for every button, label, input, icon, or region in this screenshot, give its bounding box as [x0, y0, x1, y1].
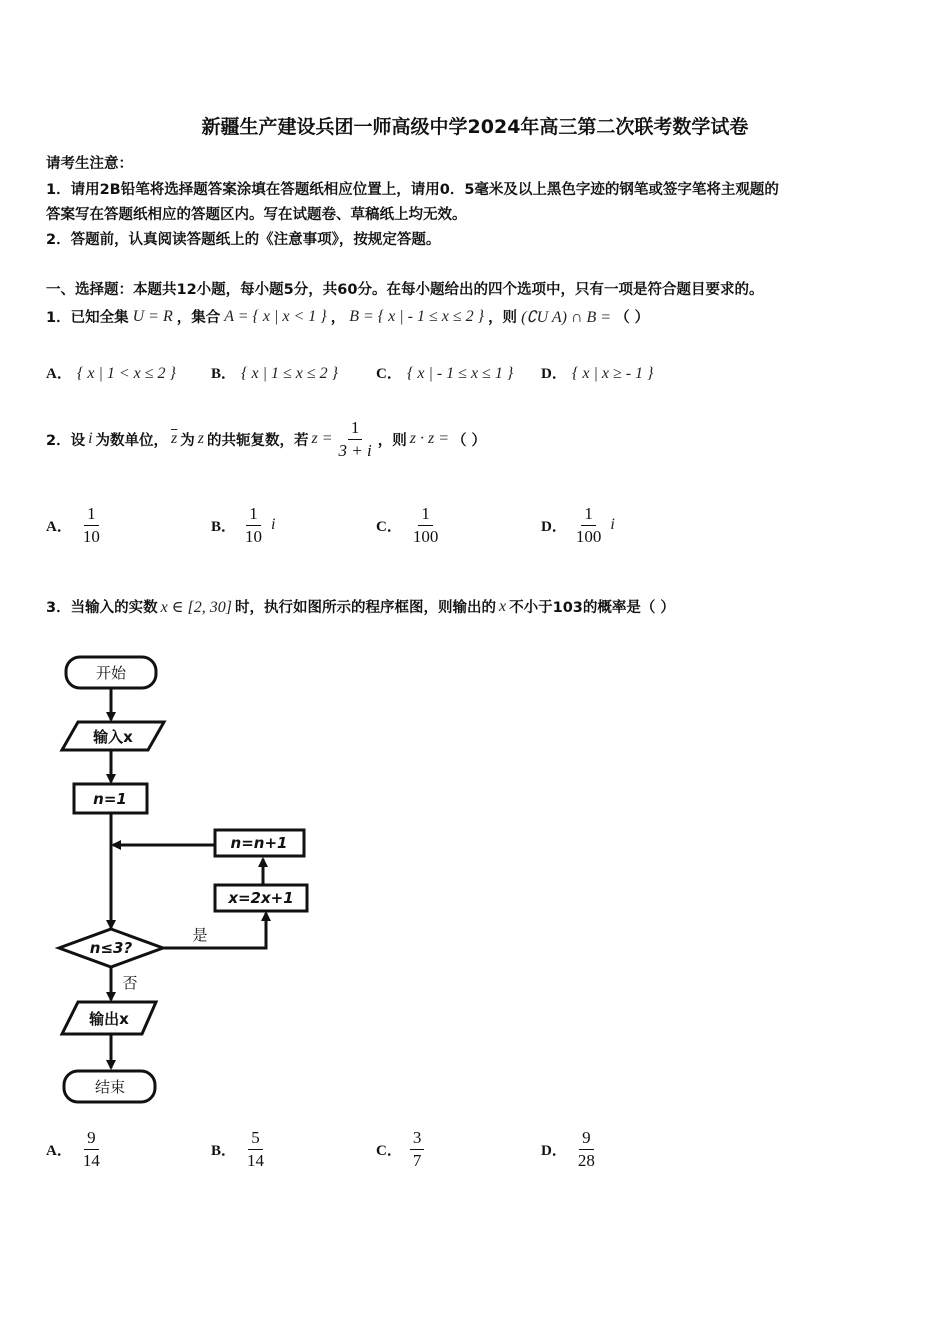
q3-option-d-den: 28 — [577, 1150, 595, 1170]
q3-option-a-den: 14 — [82, 1150, 100, 1170]
q1-prefix: 1．已知全集 — [46, 310, 129, 326]
q1-comma: ， — [330, 310, 346, 326]
q2-z-eq: z = — [311, 430, 333, 448]
q3-option-d[interactable] — [541, 1128, 598, 1170]
flow-init-label: n=1 — [93, 790, 127, 808]
q1-mid: ，集合 — [176, 310, 221, 326]
q2-product: z · z = — [409, 430, 449, 448]
flow-output-label: 输出x — [89, 1010, 129, 1028]
q3-option-c-label: C． — [376, 1142, 402, 1159]
q2-option-b-suffix: i — [271, 516, 276, 534]
q2-option-d[interactable] — [541, 504, 615, 546]
flow-increment-label: n=n+1 — [230, 834, 288, 852]
q2-option-d-frac — [573, 504, 605, 546]
q3-mid: 时，执行如图所示的程序框图，则输出的 — [235, 600, 496, 616]
q3-option-c-den: 7 — [412, 1150, 422, 1170]
q3-option-c-frac — [410, 1128, 425, 1170]
question-3 — [46, 596, 675, 617]
q3-option-b-den: 14 — [247, 1150, 265, 1170]
question-1 — [46, 306, 649, 327]
flow-condition-label: n≤3? — [89, 939, 133, 957]
q2-option-a[interactable] — [46, 504, 111, 546]
q3-option-a-frac — [80, 1128, 103, 1170]
q1-option-c[interactable] — [376, 362, 513, 383]
q2-paren: （ ） — [452, 432, 487, 449]
q2-option-c[interactable] — [376, 504, 449, 546]
q3-option-a[interactable] — [46, 1128, 103, 1170]
q2-option-c-den: 100 — [412, 526, 439, 546]
q3-option-d-label: D． — [541, 1142, 567, 1159]
q3-tail: 不小于103的概率是（ ） — [509, 600, 675, 616]
q1-option-b-label: B． — [211, 366, 237, 382]
q2-option-d-label: D． — [541, 518, 567, 535]
q1-option-d[interactable] — [541, 362, 653, 383]
flow-yes-label: 是 — [192, 926, 208, 944]
q2-option-a-den: 10 — [82, 526, 100, 546]
q2-z: z — [197, 430, 205, 448]
q1-set-a: A = { x | x < 1 } — [224, 307, 327, 325]
q1-option-d-label: D． — [541, 366, 567, 382]
q2-option-b-label: B． — [211, 518, 237, 535]
q1-universal-set: U = R — [132, 307, 173, 325]
q2-option-c-frac — [410, 504, 442, 546]
flow-yes-arrow — [163, 913, 266, 948]
notice-line1b: 答案写在答题纸相应的答题区内。写在试题卷、草稿纸上均无效。 — [46, 207, 467, 223]
q2-prefix: 2．设 — [46, 432, 86, 449]
q2-option-a-label: A． — [46, 518, 72, 535]
q2-text2: 为 — [180, 432, 195, 449]
q3-option-d-frac — [575, 1128, 598, 1170]
notice-heading: 请考生注意： — [46, 156, 133, 172]
q3-x: x — [499, 597, 507, 615]
q2-fraction-den: 3 + i — [338, 440, 372, 460]
q2-option-b-num: 1 — [246, 504, 261, 526]
q2-option-b-frac — [242, 504, 265, 546]
q3-option-a-num: 9 — [84, 1128, 99, 1150]
q3-option-a-label: A． — [46, 1142, 72, 1159]
q1-option-c-expr: { x | - 1 ≤ x ≤ 1 } — [406, 365, 514, 382]
q3-range: x ∈ [2, 30] — [160, 598, 232, 616]
q1-option-b[interactable] — [211, 362, 338, 383]
q2-zbar: $\overline{z}$ — [171, 430, 178, 448]
section-heading: 一、选择题：本题共12小题，每小题5分，共60分。在每小题给出的四个选项中，只有一项是符合题目要求的。 — [46, 282, 764, 298]
q2-fraction — [336, 418, 375, 460]
q3-prefix: 3．当输入的实数 — [46, 600, 158, 616]
flow-start-label: 开始 — [95, 664, 127, 682]
q2-option-a-num: 1 — [84, 504, 99, 526]
q1-option-b-expr: { x | 1 ≤ x ≤ 2 } — [241, 365, 339, 382]
q1-option-a-expr: { x | 1 < x ≤ 2 } — [76, 365, 176, 382]
q3-option-b-frac — [244, 1128, 267, 1170]
q2-option-c-num: 1 — [418, 504, 433, 526]
flow-end-label: 结束 — [94, 1078, 126, 1096]
q1-result-expr: (∁U A) ∩ B = — [521, 308, 612, 326]
q2-text3: 的共轭复数，若 — [207, 432, 309, 449]
notice-line1: 1．请用2B铅笔将选择题答案涂填在答题纸相应位置上，请用0．5毫米及以上黑色字迹的钢笔或签字笔将主观题的 — [46, 182, 779, 198]
page-title: 新疆生产建设兵团一师高级中学2024年高三第二次联考数学试卷 — [201, 116, 749, 138]
q2-fraction-num: 1 — [348, 418, 363, 440]
q1-then: ，则 — [488, 310, 518, 326]
q2-option-a-frac — [80, 504, 103, 546]
q2-then: ，则 — [377, 432, 407, 449]
q1-set-b: B = { x | - 1 ≤ x ≤ 2 } — [349, 307, 485, 325]
q1-option-c-label: C． — [376, 366, 402, 382]
q2-option-d-den: 100 — [575, 526, 602, 546]
q2-option-d-num: 1 — [581, 504, 596, 526]
q1-option-a[interactable] — [46, 362, 176, 383]
q3-option-b-num: 5 — [248, 1128, 263, 1150]
q3-option-b-label: B． — [211, 1142, 237, 1159]
flowchart — [0, 640, 360, 1120]
q2-i: i — [88, 430, 93, 448]
q2-option-c-label: C． — [376, 518, 402, 535]
q2-text1: 为数单位， — [95, 432, 169, 449]
q1-option-a-label: A． — [46, 366, 72, 382]
q3-option-d-num: 9 — [579, 1128, 594, 1150]
q2-option-d-suffix: i — [610, 516, 615, 534]
q1-option-d-expr: { x | x ≥ - 1 } — [571, 365, 654, 382]
q3-option-c[interactable] — [376, 1128, 424, 1170]
question-2 — [46, 418, 486, 460]
q2-option-b[interactable] — [211, 504, 275, 546]
notice-line2: 2．答题前，认真阅读答题纸上的《注意事项》，按规定答题。 — [46, 232, 441, 248]
flow-input-label: 输入x — [93, 728, 133, 746]
flow-no-label: 否 — [122, 974, 138, 992]
q3-option-b[interactable] — [211, 1128, 267, 1170]
q1-paren: （ ） — [615, 310, 650, 326]
flow-update-label: x=2x+1 — [228, 889, 294, 907]
q3-option-c-num: 3 — [410, 1128, 425, 1150]
q2-option-b-den: 10 — [245, 526, 263, 546]
